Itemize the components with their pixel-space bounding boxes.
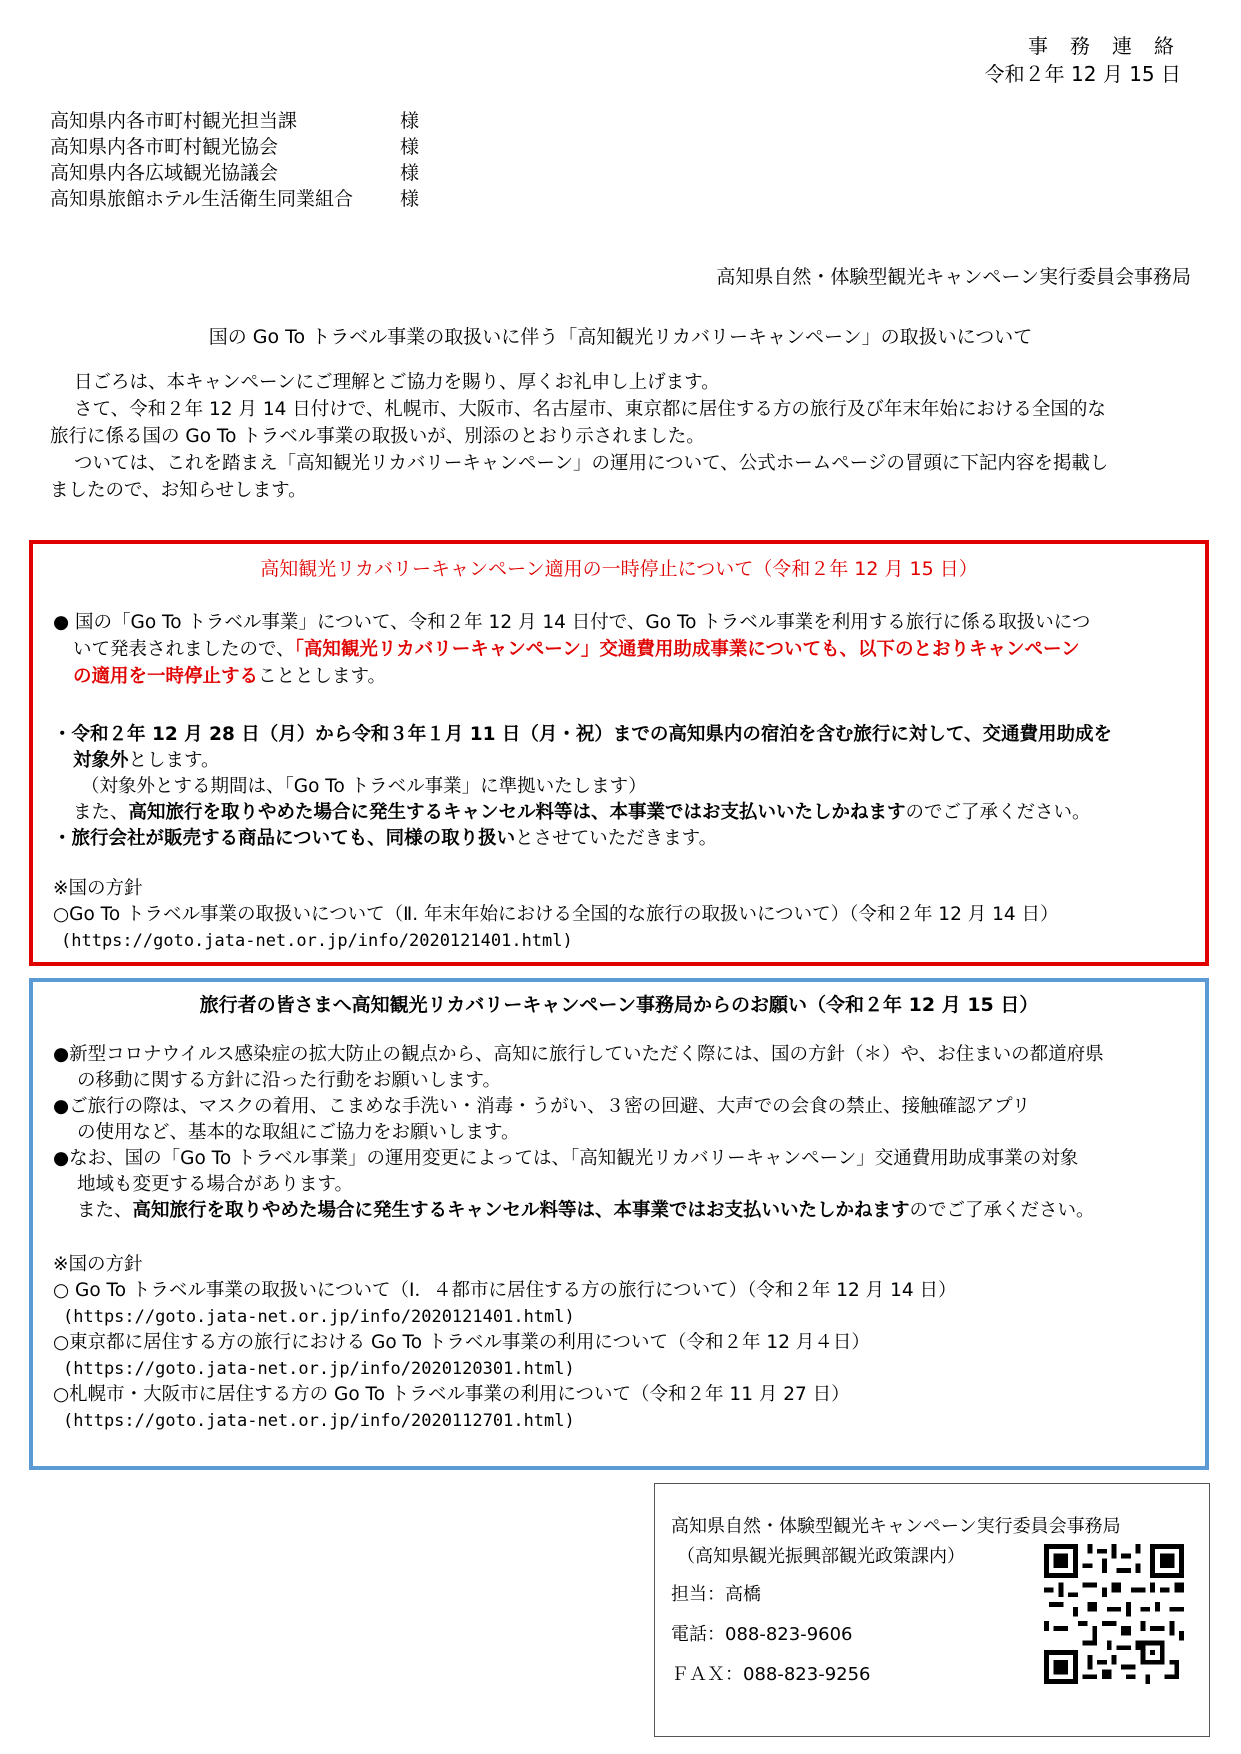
policy-item: ○東京都に居住する方の旅行における Go To トラベル事業の利用について（令和２年 12 月４日） [53,1332,870,1353]
travel-agency-note: ・旅行会社が販売する商品についても、同様の取り扱いとさせていただきます。 [53,828,718,849]
addressee-name: 高知県旅館ホテル生活衛生同業組合 [50,188,354,210]
contact-dept: （高知県観光振興部観光政策課内） [677,1546,965,1567]
traveler-request-box [29,978,1209,1470]
policy-item: ○ Go To トラベル事業の取扱いについて（Ⅰ．４都市に居住する方の旅行について）（令和２年 12 月 14 日） [53,1280,957,1301]
contact-person: 担当：高橋 [671,1584,761,1605]
addressee-name: 高知県内各市町村観光協会 [50,136,279,158]
request-text: ●ご旅行の際は、マスクの着用、こまめな手洗い・消毒・うがい、３密の回避、大声での会食の禁止、接触確認アプリ [53,1096,1031,1117]
policy-url[interactable]: (https://goto.jata-net.or.jp/info/2020121401.html) [61,931,573,951]
request-text: の移動に関する方針に沿った行動をお願いします。 [77,1070,502,1091]
qr-code-icon[interactable] [1044,1544,1184,1684]
notice-text: の適用を一時停止することとします。 [73,666,387,687]
policy-url[interactable]: (https://goto.jata-net.or.jp/info/2020112701.html) [63,1411,575,1431]
addressee-name: 高知県内各市町村観光担当課 [50,110,298,132]
notice-text: ● 国の「Go To トラベル事業」について、令和２年 12 月 14 日付で、Go To トラベル事業を利用する旅行に係る取扱いにつ [53,612,1091,633]
document-date: 令和２年 12 月 15 日 [984,62,1181,86]
intro-line: さて、令和２年 12 月 14 日付けで、札幌市、大阪市、名古屋市、東京都に居住する方の旅行及び年末年始における全国的な [74,399,1106,420]
document-type: 事務連絡 [1028,34,1196,58]
intro-line: ましたので、お知らせします。 [50,480,307,501]
suspension-period: ・令和２年 12 月 28 日（月）から令和３年１月 11 日（月・祝）までの高知県内の宿泊を含む旅行に対して、交通費用助成を [53,724,1113,745]
policy-heading: ※国の方針 [53,1254,143,1275]
request-text: ●新型コロナウイルス感染症の拡大防止の観点から、高知に旅行していただく際には、国の方針（＊）や、お住まいの都道府県 [53,1044,1104,1065]
contact-phone: 電話：088-823-9606 [671,1624,853,1645]
policy-item: ○札幌市・大阪市に居住する方の Go To トラベル事業の利用について（令和２年 11 月 27 日） [53,1384,850,1405]
request-text: 地域も変更する場合があります。 [77,1174,354,1195]
addressee-name: 高知県内各広域観光協議会 [50,162,279,184]
addressee-honorific: 様 [400,110,420,132]
contact-fax: ＦＡＸ：088-823-9256 [671,1664,871,1685]
contact-org: 高知県自然・体験型観光キャンペーン実行委員会事務局 [671,1516,1121,1537]
cancellation-note: また、高知旅行を取りやめた場合に発生するキャンセル料等は、本事業ではお支払いいたしかねますのでご了承ください。 [77,1200,1095,1221]
request-text: ●なお、国の「Go To トラベル事業」の運用変更によっては、「高知観光リカバリーキャンペーン」交通費用助成事業の対象 [53,1148,1079,1169]
policy-heading: ※国の方針 [53,878,143,899]
document-title: 国の Go To トラベル事業の取扱いに伴う「高知観光リカバリーキャンペーン」の取扱いについて [208,326,1033,348]
addressee-honorific: 様 [400,188,420,210]
policy-item: ○Go To トラベル事業の取扱いについて（Ⅱ. 年末年始における全国的な旅行の取扱いについて）（令和２年 12 月 14 日） [53,904,1059,925]
request-text: の使用など、基本的な取組にご協力をお願いします。 [77,1122,520,1143]
traveler-request-title: 旅行者の皆さまへ高知観光リカバリーキャンペーン事務局からのお願い（令和２年 12 月 15 日） [199,994,1039,1016]
cancellation-note: また、高知旅行を取りやめた場合に発生するキャンセル料等は、本事業ではお支払いいたしかねますのでご了承ください。 [73,802,1091,823]
policy-url[interactable]: (https://goto.jata-net.or.jp/info/2020121401.html) [63,1307,575,1327]
addressee-honorific: 様 [400,136,420,158]
intro-line: 旅行に係る国の Go To トラベル事業の取扱いが、別添のとおり示されました。 [50,426,705,447]
intro-line: ついては、これを踏まえ「高知観光リカバリーキャンペーン」の運用について、公式ホームページの冒頭に下記内容を掲載し [74,453,1109,474]
intro-line: 日ごろは、本キャンペーンにご理解とご協力を賜り、厚くお礼申し上げます。 [74,372,720,393]
contact-box [654,1483,1210,1737]
addressee-honorific: 様 [400,162,420,184]
sender: 高知県自然・体験型観光キャンペーン実行委員会事務局 [716,266,1191,288]
notice-text: いて発表されましたので、「高知観光リカバリーキャンペーン」交通費用助成事業についても、以下のとおりキャンペーン [73,639,1080,660]
policy-url[interactable]: (https://goto.jata-net.or.jp/info/2020120301.html) [63,1359,575,1379]
suspension-period: 対象外とします。 [73,750,220,771]
suspension-notice-box [29,540,1209,966]
period-note: （対象外とする期間は、「Go To トラベル事業」に準拠いたします） [81,776,647,797]
suspension-notice-title: 高知観光リカバリーキャンペーン適用の一時停止について（令和２年 12 月 15 日） [260,558,978,580]
